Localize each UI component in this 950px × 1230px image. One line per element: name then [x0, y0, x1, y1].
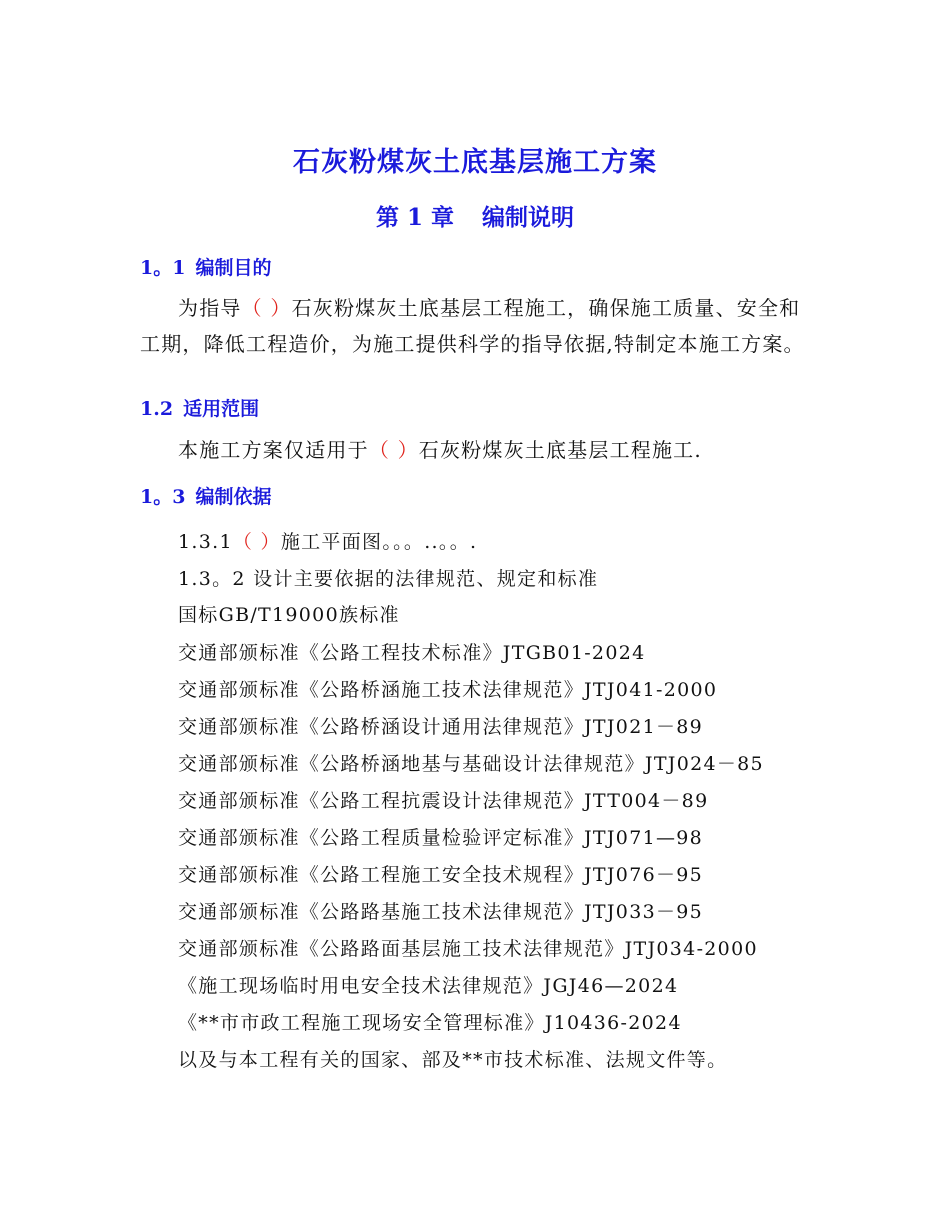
basis-line: 交通部颁标准《公路工程质量检验评定标准》JTJ071—98: [178, 827, 704, 849]
document-title: 石灰粉煤灰土底基层施工方案: [293, 147, 657, 178]
section-heading-purpose: [140, 253, 271, 280]
blank-placeholder: （ ）: [368, 438, 419, 462]
basis-line: 交通部颁标准《公路路面基层施工技术法律规范》JTJ034-2000: [178, 938, 758, 960]
section-title: 编制目的: [195, 257, 272, 279]
basis-line: 交通部颁标准《公路桥涵地基与基础设计法律规范》JTJ024－85: [178, 753, 764, 775]
chapter-name: 编制说明: [482, 204, 575, 231]
section-number: 1。1: [140, 257, 186, 279]
blank-placeholder: （ ）: [232, 531, 281, 553]
section-heading-basis: [140, 482, 271, 509]
basis-line: 交通部颁标准《公路桥涵施工技术法律规范》JTJ041-2000: [178, 679, 718, 701]
blank-placeholder: （ ）: [241, 296, 292, 320]
basis-line: 《**市市政工程施工现场安全管理标准》J10436-2024: [178, 1012, 682, 1034]
purpose-text-start: 为指导: [178, 296, 242, 320]
chapter-number: 第 1 章: [375, 204, 455, 231]
basis-line-1: [178, 527, 477, 554]
section-title: 适用范围: [183, 398, 260, 420]
basis-line: 以及与本工程有关的国家、部及**市技术标准、法规文件等。: [178, 1049, 728, 1071]
basis-line: 交通部颁标准《公路工程施工安全技术规程》JTJ076－95: [178, 864, 704, 886]
section-number: 1.2: [140, 398, 174, 420]
basis-text: 施工平面图。。。..。。.: [280, 531, 478, 553]
basis-number: 1.3.1: [178, 531, 233, 553]
section-title: 编制依据: [195, 486, 272, 508]
scope-text-end: 石灰粉煤灰土底基层工程施工.: [418, 438, 702, 462]
purpose-paragraph: [140, 290, 820, 362]
basis-line: 交通部颁标准《公路工程抗震设计法律规范》JTT004－89: [178, 790, 709, 812]
chapter-heading: [0, 199, 950, 232]
basis-line: 国标GB/T19000族标准: [178, 604, 400, 626]
basis-line: 《施工现场临时用电安全技术法律规范》JGJ46—2024: [178, 975, 679, 997]
basis-line: 交通部颁标准《公路路基施工技术法律规范》JTJ033－95: [178, 901, 704, 923]
scope-paragraph: [140, 432, 820, 468]
basis-line: 交通部颁标准《公路桥涵设计通用法律规范》JTJ021－89: [178, 716, 704, 738]
basis-line: 交通部颁标准《公路工程技术标准》JTGB01-2024: [178, 642, 646, 664]
purpose-text-end: 石灰粉煤灰土底基层工程施工，确保施工质量、安全和工期，降低工程造价，为施工提供科学的指导依据,特制定本施工方案。: [140, 296, 805, 356]
basis-line: 1.3。2 设计主要依据的法律规范、规定和标准: [178, 568, 599, 590]
scope-text-start: 本施工方案仅适用于: [178, 438, 369, 462]
section-number: 1。3: [140, 486, 186, 508]
section-heading-scope: [140, 394, 259, 421]
